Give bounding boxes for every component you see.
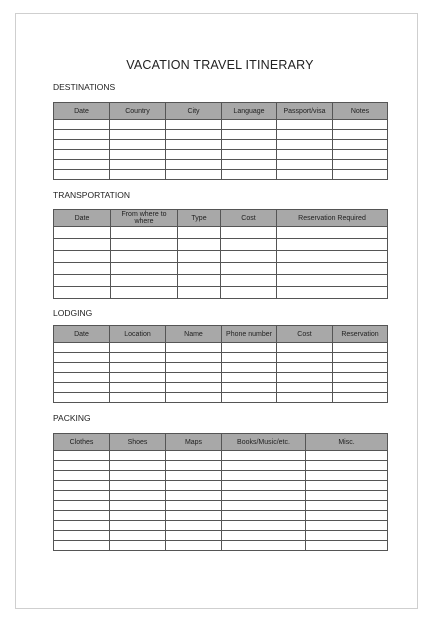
table-cell xyxy=(333,140,388,150)
table-cell xyxy=(178,239,221,251)
table-cell xyxy=(166,140,222,150)
table-cell xyxy=(222,373,277,383)
table-cell xyxy=(178,251,221,263)
table-cell xyxy=(166,531,222,541)
table-header-row xyxy=(54,326,388,343)
table-header-row xyxy=(54,210,388,227)
table-cell xyxy=(221,227,277,239)
table-row xyxy=(54,263,388,275)
table-cell xyxy=(277,343,333,353)
table-cell xyxy=(306,541,388,551)
table-cell xyxy=(166,521,222,531)
column-header: Reservation xyxy=(333,326,388,343)
table-cell xyxy=(333,120,388,130)
table-cell xyxy=(277,239,388,251)
table-cell xyxy=(110,170,166,180)
table-cell xyxy=(54,343,110,353)
table-cell xyxy=(222,471,306,481)
table-row xyxy=(54,343,388,353)
lodging-table xyxy=(53,325,388,403)
table-cell xyxy=(110,541,166,551)
table-cell xyxy=(54,239,111,251)
column-header: Phone number xyxy=(222,326,277,343)
table-row xyxy=(54,521,388,531)
column-header: Country xyxy=(110,103,166,120)
table-cell xyxy=(277,353,333,363)
table-cell xyxy=(277,383,333,393)
table-row xyxy=(54,251,388,263)
table-row xyxy=(54,160,388,170)
table-cell xyxy=(222,343,277,353)
table-cell xyxy=(178,227,221,239)
table-cell xyxy=(166,363,222,373)
table-cell xyxy=(222,451,306,461)
column-header: Location xyxy=(110,326,166,343)
table-cell xyxy=(166,130,222,140)
table-cell xyxy=(166,120,222,130)
table-cell xyxy=(306,491,388,501)
table-row xyxy=(54,140,388,150)
table-cell xyxy=(110,383,166,393)
table-cell xyxy=(306,451,388,461)
packing-table xyxy=(53,433,388,551)
section-label-packing: PACKING xyxy=(53,413,91,423)
table-cell xyxy=(333,373,388,383)
table-cell xyxy=(166,501,222,511)
column-header: Notes xyxy=(333,103,388,120)
document-title: VACATION TRAVEL ITINERARY xyxy=(126,58,314,72)
table-cell xyxy=(178,275,221,287)
table-cell xyxy=(277,287,388,299)
table-cell xyxy=(166,160,222,170)
table-cell xyxy=(277,150,333,160)
table-cell xyxy=(222,130,277,140)
table-cell xyxy=(166,491,222,501)
table-cell xyxy=(277,263,388,275)
table-cell xyxy=(221,263,277,275)
table-cell xyxy=(54,120,110,130)
table-cell xyxy=(110,461,166,471)
table-cell xyxy=(111,239,178,251)
table-cell xyxy=(306,481,388,491)
column-header: Name xyxy=(166,326,222,343)
table-cell xyxy=(222,393,277,403)
table-row xyxy=(54,383,388,393)
table-cell xyxy=(166,383,222,393)
table-cell xyxy=(333,150,388,160)
table-cell xyxy=(166,481,222,491)
table-cell xyxy=(110,393,166,403)
table-cell xyxy=(166,150,222,160)
table-cell xyxy=(333,383,388,393)
table-cell xyxy=(222,140,277,150)
table-cell xyxy=(222,353,277,363)
table-row xyxy=(54,451,388,461)
table-cell xyxy=(333,343,388,353)
table-cell xyxy=(111,227,178,239)
table-cell xyxy=(54,130,110,140)
column-header: Misc. xyxy=(306,434,388,451)
table-row xyxy=(54,150,388,160)
transportation-table xyxy=(53,209,388,299)
table-cell xyxy=(110,471,166,481)
table-cell xyxy=(221,275,277,287)
table-cell xyxy=(54,287,111,299)
table-cell xyxy=(222,383,277,393)
table-cell xyxy=(110,451,166,461)
table-row xyxy=(54,541,388,551)
table-cell xyxy=(222,521,306,531)
table-cell xyxy=(54,383,110,393)
table-cell xyxy=(54,150,110,160)
table-cell xyxy=(166,541,222,551)
table-cell xyxy=(221,239,277,251)
table-cell xyxy=(166,393,222,403)
table-cell xyxy=(54,353,110,363)
table-cell xyxy=(333,160,388,170)
table-cell xyxy=(277,275,388,287)
column-header: Cost xyxy=(221,210,277,227)
table-row xyxy=(54,227,388,239)
column-header: Books/Music/etc. xyxy=(222,434,306,451)
table-cell xyxy=(54,160,110,170)
column-header: From where to where xyxy=(111,210,178,227)
table-cell xyxy=(306,521,388,531)
table-cell xyxy=(54,263,111,275)
table-cell xyxy=(166,511,222,521)
table-cell xyxy=(222,363,277,373)
table-row xyxy=(54,353,388,363)
column-header: Shoes xyxy=(110,434,166,451)
table-row xyxy=(54,471,388,481)
table-cell xyxy=(222,160,277,170)
column-header: Date xyxy=(54,103,110,120)
table-cell xyxy=(222,511,306,521)
column-header: Reservation Required xyxy=(277,210,388,227)
table-cell xyxy=(277,251,388,263)
table-cell xyxy=(110,160,166,170)
column-header: City xyxy=(166,103,222,120)
table-cell xyxy=(54,531,110,541)
table-row xyxy=(54,501,388,511)
table-cell xyxy=(333,393,388,403)
table-cell xyxy=(110,343,166,353)
table-cell xyxy=(178,287,221,299)
section-label-destinations: DESTINATIONS xyxy=(53,82,116,92)
table-cell xyxy=(306,511,388,521)
destinations-table xyxy=(53,102,388,180)
table-cell xyxy=(54,140,110,150)
table-row xyxy=(54,481,388,491)
table-cell xyxy=(110,521,166,531)
table-row xyxy=(54,491,388,501)
table-row xyxy=(54,511,388,521)
table-cell xyxy=(54,373,110,383)
table-cell xyxy=(222,170,277,180)
table-cell xyxy=(277,140,333,150)
table-cell xyxy=(306,471,388,481)
table-cell xyxy=(54,471,110,481)
column-header: Date xyxy=(54,210,111,227)
table-cell xyxy=(333,353,388,363)
table-cell xyxy=(54,227,111,239)
table-cell xyxy=(222,531,306,541)
table-cell xyxy=(111,275,178,287)
table-cell xyxy=(110,130,166,140)
table-row xyxy=(54,120,388,130)
table-cell xyxy=(306,461,388,471)
table-cell xyxy=(110,140,166,150)
table-cell xyxy=(54,275,111,287)
table-cell xyxy=(110,511,166,521)
column-header: Passport/visa xyxy=(277,103,333,120)
table-row xyxy=(54,275,388,287)
table-cell xyxy=(166,353,222,363)
table-cell xyxy=(110,363,166,373)
table-row xyxy=(54,130,388,140)
column-header: Language xyxy=(222,103,277,120)
table-cell xyxy=(166,170,222,180)
table-cell xyxy=(54,251,111,263)
table-cell xyxy=(110,531,166,541)
table-cell xyxy=(277,363,333,373)
table-cell xyxy=(54,393,110,403)
table-cell xyxy=(54,170,110,180)
table-cell xyxy=(221,287,277,299)
table-row xyxy=(54,170,388,180)
section-label-transportation: TRANSPORTATION xyxy=(53,190,130,200)
table-cell xyxy=(110,481,166,491)
table-cell xyxy=(306,531,388,541)
table-cell xyxy=(54,501,110,511)
table-cell xyxy=(222,481,306,491)
table-cell xyxy=(277,130,333,140)
table-header-row xyxy=(54,103,388,120)
column-header: Maps xyxy=(166,434,222,451)
table-cell xyxy=(110,501,166,511)
table-cell xyxy=(54,363,110,373)
column-header: Date xyxy=(54,326,110,343)
table-cell xyxy=(54,481,110,491)
table-cell xyxy=(222,120,277,130)
table-cell xyxy=(222,541,306,551)
table-cell xyxy=(222,491,306,501)
table-cell xyxy=(166,343,222,353)
table-cell xyxy=(333,170,388,180)
table-row xyxy=(54,531,388,541)
table-cell xyxy=(54,511,110,521)
table-cell xyxy=(110,120,166,130)
table-row xyxy=(54,393,388,403)
table-row xyxy=(54,239,388,251)
table-cell xyxy=(54,451,110,461)
column-header: Type xyxy=(178,210,221,227)
table-cell xyxy=(166,451,222,461)
table-header-row xyxy=(54,434,388,451)
table-cell xyxy=(277,373,333,383)
column-header: Cost xyxy=(277,326,333,343)
table-cell xyxy=(221,251,277,263)
table-cell xyxy=(333,130,388,140)
table-cell xyxy=(166,461,222,471)
table-row xyxy=(54,461,388,471)
table-cell xyxy=(54,461,110,471)
table-cell xyxy=(54,521,110,531)
column-header: Clothes xyxy=(54,434,110,451)
table-cell xyxy=(111,287,178,299)
table-cell xyxy=(222,501,306,511)
table-cell xyxy=(277,120,333,130)
table-cell xyxy=(222,461,306,471)
section-label-lodging: LODGING xyxy=(53,308,93,318)
table-cell xyxy=(54,491,110,501)
table-cell xyxy=(111,251,178,263)
table-row xyxy=(54,373,388,383)
table-cell xyxy=(277,170,333,180)
table-cell xyxy=(111,263,178,275)
table-row xyxy=(54,287,388,299)
table-cell xyxy=(166,373,222,383)
table-cell xyxy=(110,491,166,501)
table-cell xyxy=(54,541,110,551)
table-cell xyxy=(110,150,166,160)
table-cell xyxy=(277,393,333,403)
table-cell xyxy=(178,263,221,275)
table-cell xyxy=(222,150,277,160)
table-row xyxy=(54,363,388,373)
table-cell xyxy=(277,160,333,170)
table-cell xyxy=(110,373,166,383)
table-cell xyxy=(333,363,388,373)
table-cell xyxy=(277,227,388,239)
table-cell xyxy=(110,353,166,363)
table-cell xyxy=(306,501,388,511)
table-cell xyxy=(166,471,222,481)
